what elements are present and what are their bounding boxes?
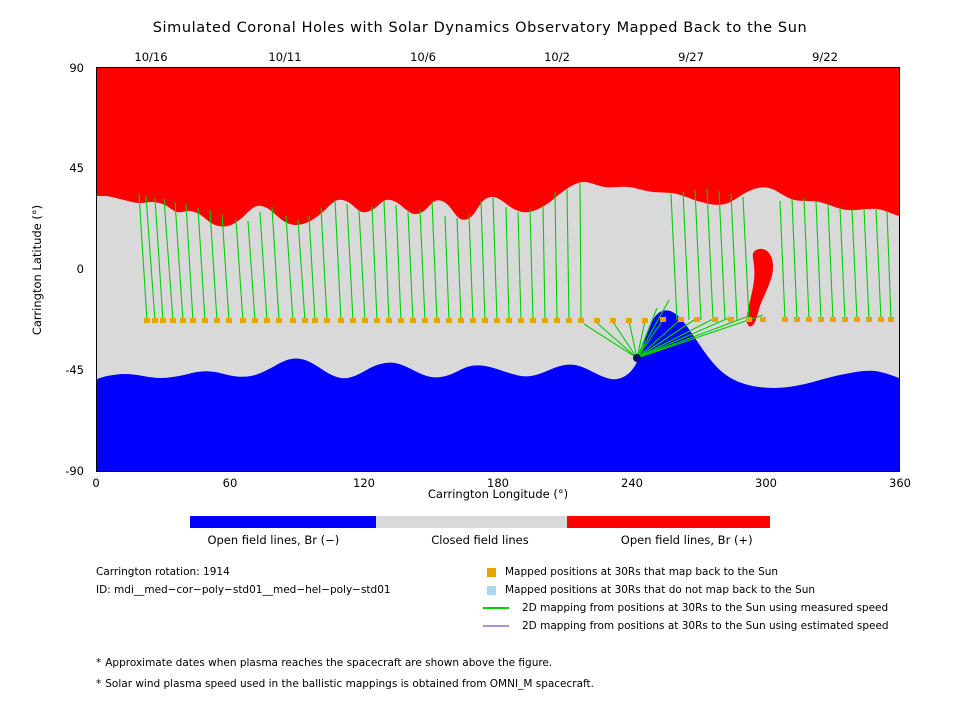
top-tick-label-0: 10/16 bbox=[134, 50, 168, 64]
legend-label-estimated: 2D mapping from positions at 30Rs to the Sun using estimated speed bbox=[522, 620, 889, 632]
colorbar-segment-closed bbox=[376, 516, 567, 528]
legend-label-measured: 2D mapping from positions at 30Rs to the Sun using measured speed bbox=[522, 602, 889, 614]
carrington-rotation-line: Carrington rotation: 1914 bbox=[96, 566, 230, 578]
footnote-text-0: Approximate dates when plasma reaches the spacecraft are shown above the figure. bbox=[105, 657, 553, 669]
x-tick-label-240: 240 bbox=[621, 476, 643, 490]
footnotes bbox=[96, 653, 594, 695]
legend-estimated-speed bbox=[487, 617, 889, 635]
y-tick-label-neg90: -90 bbox=[65, 464, 84, 478]
footnote-text-1: Solar wind plasma speed used in the ballistic mappings is obtained from OMNI_M spacecraft. bbox=[105, 678, 595, 690]
top-tick-label-1: 10/11 bbox=[268, 50, 302, 64]
legend-label-mapped: Mapped positions at 30Rs that map back to the Sun bbox=[505, 566, 779, 578]
field-line-colorbar bbox=[190, 516, 770, 528]
y-tick-label-0: 0 bbox=[76, 262, 84, 276]
map-image bbox=[97, 68, 899, 471]
colorbar-label-positive: Open field lines, Br (+) bbox=[620, 533, 753, 547]
legend-mapped-positions bbox=[487, 563, 889, 581]
green-line-icon bbox=[487, 607, 518, 609]
x-tick-label-360: 360 bbox=[889, 476, 911, 490]
coronal-hole-map bbox=[96, 67, 900, 472]
x-tick-label-0: 0 bbox=[92, 476, 100, 490]
top-tick-label-2: 10/6 bbox=[410, 50, 436, 64]
legend-unmapped-positions bbox=[487, 581, 889, 599]
legend bbox=[487, 563, 889, 635]
y-tick-label-neg45: -45 bbox=[65, 363, 84, 377]
colorbar-label-closed: Closed field lines bbox=[431, 533, 529, 547]
figure-metadata bbox=[96, 563, 391, 599]
footnote-row-0 bbox=[96, 653, 594, 674]
footnote-marker-1: * bbox=[96, 678, 102, 690]
x-axis-title: Carrington Longitude (°) bbox=[427, 487, 569, 501]
model-id-line: ID: mdi__med−cor−poly−std01__med−hel−poly−std01 bbox=[96, 584, 391, 596]
top-tick-label-4: 9/27 bbox=[678, 50, 704, 64]
footnote-row-1 bbox=[96, 674, 594, 695]
colorbar-segment-negative bbox=[190, 516, 376, 528]
footnote-marker-0: * bbox=[96, 657, 102, 669]
colorbar-labels bbox=[170, 533, 790, 547]
legend-label-unmapped: Mapped positions at 30Rs that do not map back to the Sun bbox=[505, 584, 816, 596]
blue-square-icon bbox=[487, 586, 496, 595]
x-tick-label-60: 60 bbox=[222, 476, 238, 490]
x-tick-label-120: 120 bbox=[353, 476, 375, 490]
x-tick-label-300: 300 bbox=[755, 476, 777, 490]
top-tick-label-5: 9/22 bbox=[812, 50, 838, 64]
colorbar-segment-positive bbox=[567, 516, 770, 528]
x-tick-label-180: 180 bbox=[487, 476, 509, 490]
purple-line-icon bbox=[487, 625, 518, 627]
colorbar-label-negative: Open field lines, Br (−) bbox=[207, 533, 340, 547]
y-axis-title: Carrington Latitude (°) bbox=[30, 204, 44, 336]
top-tick-label-3: 10/2 bbox=[544, 50, 570, 64]
legend-measured-speed bbox=[487, 599, 889, 617]
page-title: Simulated Coronal Holes with Solar Dynamics Observatory Mapped Back to the Sun bbox=[152, 20, 808, 36]
y-tick-label-45: 45 bbox=[69, 161, 84, 175]
orange-square-icon bbox=[487, 568, 496, 577]
y-tick-label-90: 90 bbox=[69, 61, 84, 75]
